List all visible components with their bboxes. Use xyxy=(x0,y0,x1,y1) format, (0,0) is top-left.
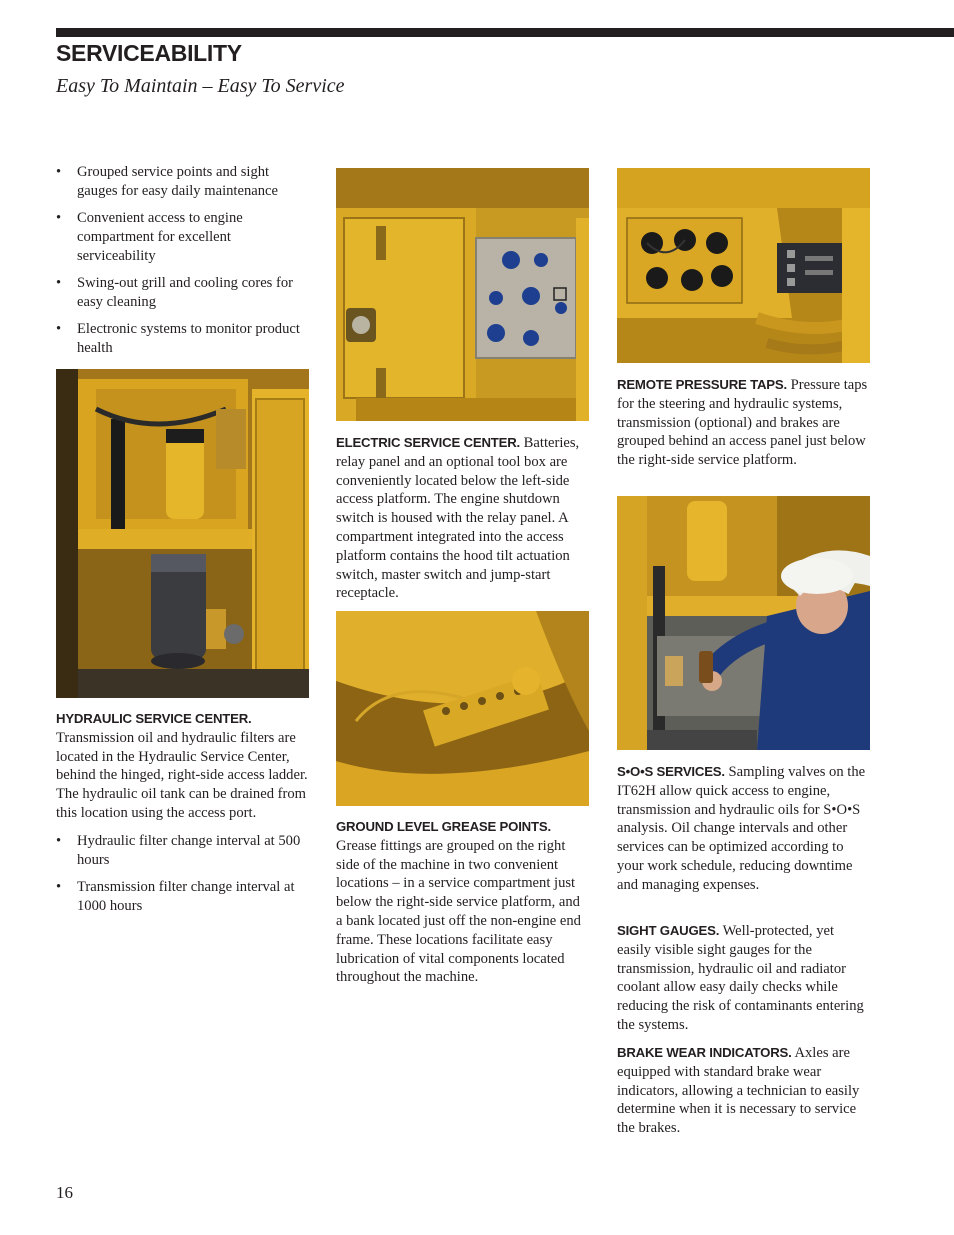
list-item: • Transmission filter change interval at 1000 hours xyxy=(56,878,310,916)
top-rule xyxy=(56,28,954,37)
sight-heading: SIGHT GAUGES. xyxy=(617,923,720,938)
brake-text: Axles are equipped with standard brake wear indicators, allowing a technician to easily determine when it is necessary to service the brakes. xyxy=(617,1045,860,1137)
page-number: 16 xyxy=(56,1183,73,1202)
grease-points-photo xyxy=(336,611,589,806)
column-1-intro xyxy=(56,163,310,367)
hydraulic-heading: HYDRAULIC SERVICE CENTER. xyxy=(56,711,252,726)
sight-text: Well-protected, yet easily visible sight gauges for the transmission, hydraulic oil and radiator coolant allow easy daily checks while reducing the risk of contaminants entering the systems. xyxy=(617,923,864,1033)
remote-pressure-taps-photo xyxy=(617,168,870,363)
hydraulic-bullet-list xyxy=(56,832,310,916)
grease-heading: GROUND LEVEL GREASE POINTS. xyxy=(336,819,551,834)
electric-service-center-photo xyxy=(336,168,589,421)
pressure-text: Pressure taps for the steering and hydraulic systems, transmission (optional) and brakes are grouped behind an access panel just below the right-side service platform. xyxy=(617,377,868,469)
sos-section xyxy=(617,763,871,895)
page-title: SERVICEABILITY xyxy=(56,40,242,66)
grease-section xyxy=(336,818,590,987)
sos-text: Sampling valves on the IT62H allow quick access to engine, transmission and hydraulic oils for S•O•S analysis. Oil change intervals and other services can be optimized according to your work schedule, reducing downtime and managing expenses. xyxy=(617,764,866,893)
hydraulic-service-center-photo xyxy=(56,369,309,698)
page-subtitle: Easy To Maintain – Easy To Service xyxy=(56,75,345,97)
list-item: • Convenient access to engine compartment for excellent serviceability xyxy=(56,209,310,265)
pressure-section xyxy=(617,376,871,470)
grease-text: Grease fittings are grouped on the right side of the machine in two convenient locations – in a service compartment just below the right-side service platform, and a bank located just off the non-engine end frame. These locations facilitate easy lubrication of vital components located throughout the machine. xyxy=(336,837,581,986)
sos-sampling-photo xyxy=(617,496,870,750)
list-item: • Grouped service points and sight gauges for easy daily maintenance xyxy=(56,163,310,201)
sight-section xyxy=(617,922,871,1035)
electric-heading: ELECTRIC SERVICE CENTER. xyxy=(336,435,521,450)
list-item: • Electronic systems to monitor product health xyxy=(56,320,310,358)
hydraulic-text: Transmission oil and hydraulic filters are located in the Hydraulic Service Center, behind the hinged, right-side access ladder. The hydraulic oil tank can be drained from this location using the access port. xyxy=(56,729,308,821)
list-item: • Swing-out grill and cooling cores for easy cleaning xyxy=(56,274,310,312)
brake-section xyxy=(617,1044,871,1138)
pressure-heading: REMOTE PRESSURE TAPS. xyxy=(617,377,787,392)
feature-bullet-list xyxy=(56,163,310,358)
hydraulic-section xyxy=(56,710,310,924)
electric-text: Batteries, relay panel and an optional tool box are conveniently located below the left-side access platform. The engine shutdown switch is housed with the relay panel. A compartment integrated into the access platform contains the hood tilt actuation switch, master switch and jump-start receptacle. xyxy=(336,435,580,602)
electric-section xyxy=(336,434,590,603)
brake-heading: BRAKE WEAR INDICATORS. xyxy=(617,1045,792,1060)
list-item: • Hydraulic filter change interval at 500 hours xyxy=(56,832,310,870)
sos-heading: S•O•S SERVICES. xyxy=(617,764,725,779)
